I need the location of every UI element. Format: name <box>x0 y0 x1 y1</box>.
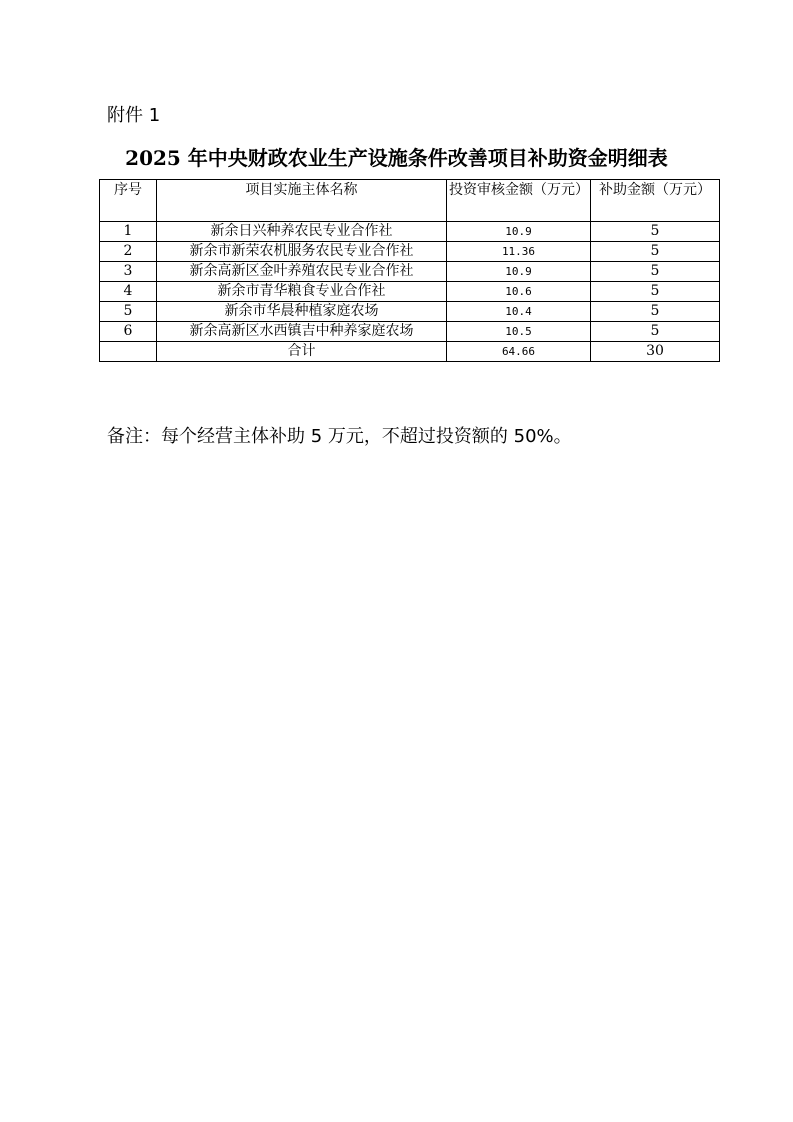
table-row <box>100 302 720 322</box>
row-entity-name: 新余市华晨种植家庭农场 <box>157 302 447 322</box>
row-index: 4 <box>100 282 157 302</box>
row-subsidy: 5 <box>591 262 720 282</box>
table-row <box>100 262 720 282</box>
header-index: 序号 <box>100 180 157 222</box>
row-subsidy: 5 <box>591 322 720 342</box>
row-investment: 10.4 <box>447 302 591 322</box>
footnote: 备注：每个经营主体补助 5 万元，不超过投资额的 50%。 <box>107 426 572 447</box>
row-investment: 11.36 <box>447 242 591 262</box>
row-subsidy: 5 <box>591 302 720 322</box>
row-index: 2 <box>100 242 157 262</box>
total-subsidy: 30 <box>591 342 720 362</box>
row-subsidy: 5 <box>591 222 720 242</box>
row-investment: 10.9 <box>447 222 591 242</box>
table-row <box>100 242 720 262</box>
row-entity-name: 新余高新区金叶养殖农民专业合作社 <box>157 262 447 282</box>
total-investment: 64.66 <box>447 342 591 362</box>
row-investment: 10.6 <box>447 282 591 302</box>
row-entity-name: 新余高新区水西镇吉中种养家庭农场 <box>157 322 447 342</box>
row-entity-name: 新余市新荣农机服务农民专业合作社 <box>157 242 447 262</box>
table-row <box>100 222 720 242</box>
row-investment: 10.5 <box>447 322 591 342</box>
total-index <box>100 342 157 362</box>
row-subsidy: 5 <box>591 282 720 302</box>
subsidy-detail-table <box>99 179 720 362</box>
header-investment-amount: 投资审核金额（万元） <box>447 180 591 222</box>
row-index: 6 <box>100 322 157 342</box>
header-subsidy-amount: 补助金额（万元） <box>591 180 720 222</box>
table-row <box>100 322 720 342</box>
row-index: 5 <box>100 302 157 322</box>
row-subsidy: 5 <box>591 242 720 262</box>
row-index: 1 <box>100 222 157 242</box>
table-total-row <box>100 342 720 362</box>
table-header-row <box>100 180 720 222</box>
document-title: 2025 年中央财政农业生产设施条件改善项目补助资金明细表 <box>125 146 668 170</box>
table-row <box>100 282 720 302</box>
total-label: 合计 <box>157 342 447 362</box>
row-investment: 10.9 <box>447 262 591 282</box>
row-index: 3 <box>100 262 157 282</box>
row-entity-name: 新余市青华粮食专业合作社 <box>157 282 447 302</box>
attachment-label: 附件 1 <box>107 105 161 126</box>
header-entity-name: 项目实施主体名称 <box>157 180 447 222</box>
row-entity-name: 新余日兴种养农民专业合作社 <box>157 222 447 242</box>
